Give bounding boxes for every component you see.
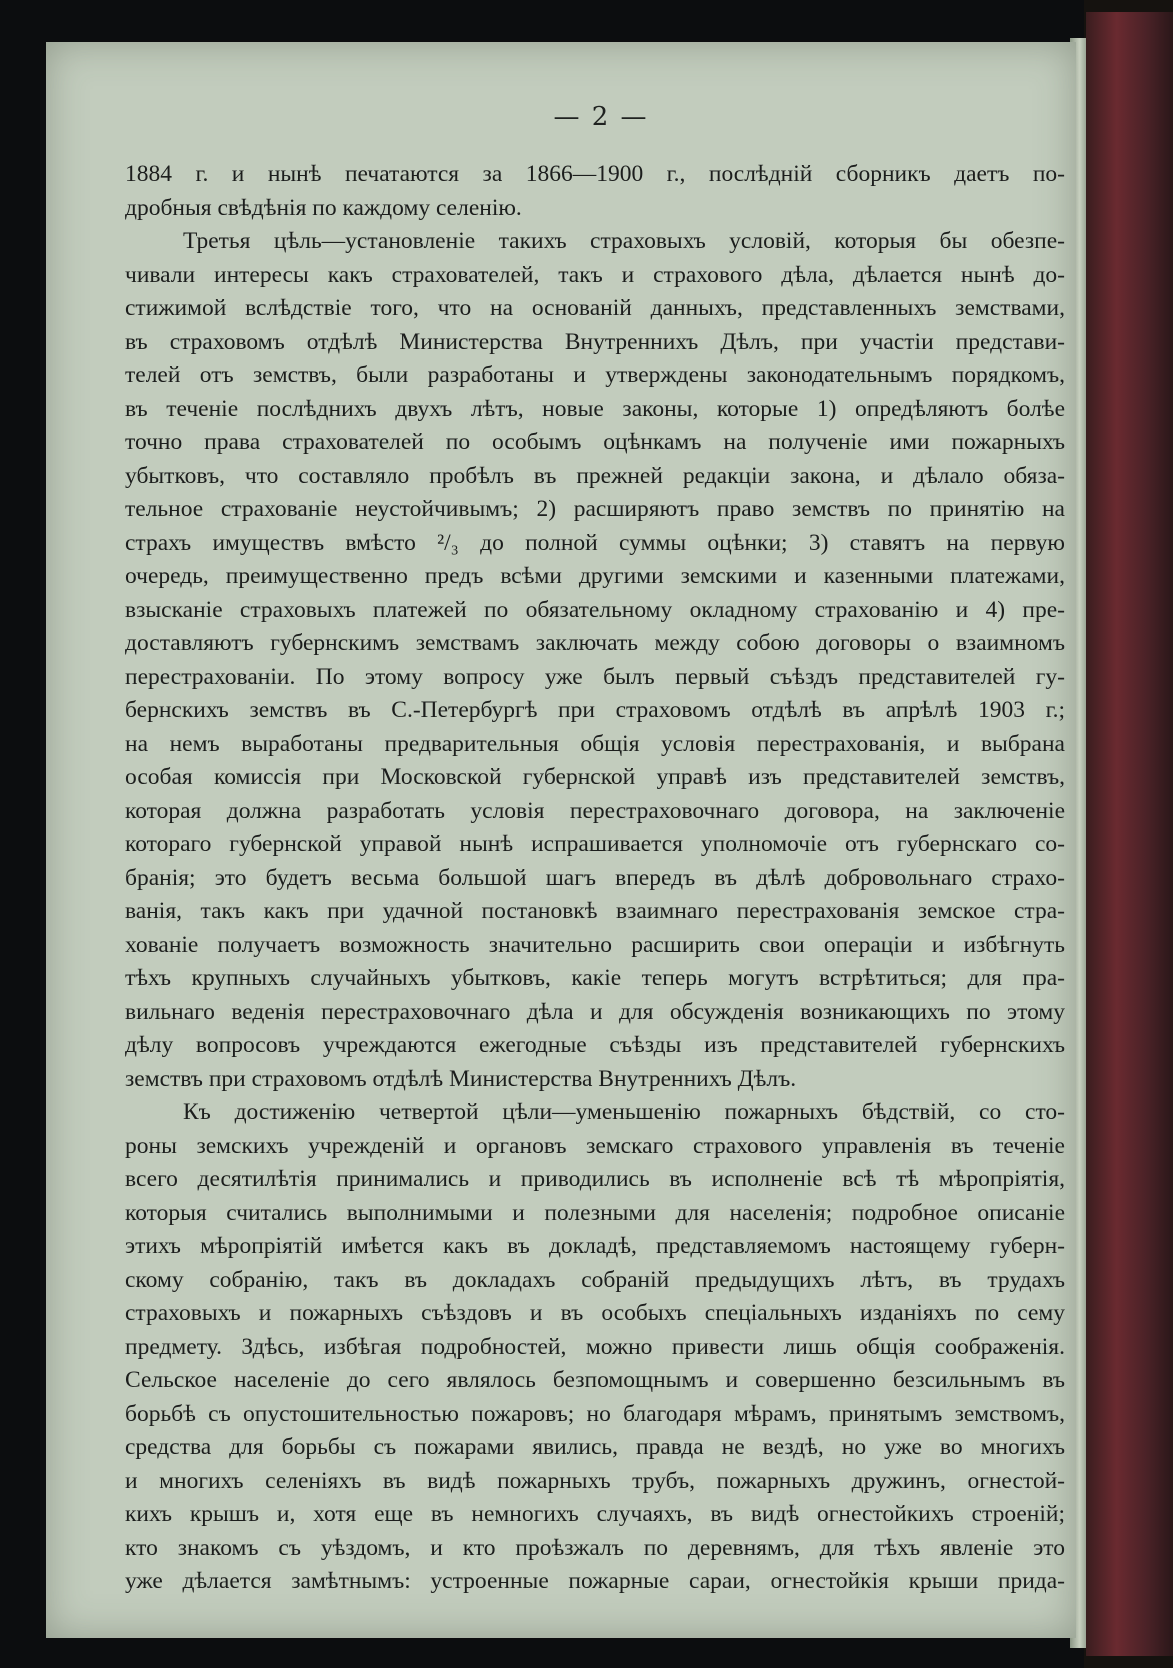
text-line: вильнаго веденія перестраховочнаго дѣла и для обсужденія возникающихъ по этому: [125, 998, 1065, 1025]
text-line: стижимой вслѣдствіе того, что на основаній данныхъ, представленныхъ земствами,: [125, 295, 1065, 321]
text-line: кто знакомъ съ уѣздомъ, и кто проѣзжалъ по деревнямъ, для тѣхъ явленіе это: [125, 1534, 1065, 1561]
text-line: кихъ крышъ и, хотя еще въ немногихъ случаяхъ, въ видѣ огнестойкихъ строеній;: [125, 1501, 1065, 1527]
text-line: убытковъ, что составляло пробѣлъ въ прежней редакціи закона, и дѣлало обяза-: [125, 462, 1065, 489]
text-line: бранія; это будетъ весьма большой шагъ впередъ въ дѣлѣ добровольнаго страхо-: [125, 864, 1065, 891]
text-line: хованіе получаетъ возможность значительно расширить свои операціи и избѣгнуть: [125, 931, 1065, 958]
text-line: и многихъ селеніяхъ въ видѣ пожарныхъ трубъ, пожарныхъ дружинъ, огнестой-: [125, 1467, 1065, 1494]
text-line: борьбѣ съ опустошительностью пожаровъ; но благодаря мѣрамъ, принятымъ земствомъ,: [125, 1400, 1065, 1427]
text-line: доставляютъ губернскимъ земствамъ заключать между собою договоры о взаимномъ: [125, 630, 1065, 656]
text-line: телей отъ земствъ, были разработаны и утверждены законодательнымъ порядкомъ,: [125, 362, 1065, 388]
text-line: роны земскихъ учрежденій и органовъ земскаго страхового управленія въ теченіе: [125, 1132, 1065, 1159]
text-line: котораго губернской управой нынѣ испрашивается уполномочіе отъ губернскаго со-: [125, 831, 1065, 857]
text-line: тельное страхованіе неустойчивымъ; 2) расширяютъ право земствъ по принятію на: [125, 496, 1065, 522]
text-line: на немъ выработаны предварительныя общія условія перестрахованія, и выбрана: [125, 730, 1065, 757]
text-line: ванія, такъ какъ при удачной постановкѣ взаимнаго перестрахованія земское стра-: [125, 898, 1065, 924]
text-line: взысканіе страховыхъ платежей по обязательному окладному страхованію и 4) пре-: [125, 596, 1065, 623]
text-line: очередь, преимущественно предъ всѣми другими земскими и казенными платежами,: [125, 563, 1065, 589]
page-number: — 2 —: [553, 102, 649, 132]
binding-cover-edge: [1086, 12, 1173, 1656]
text-line: 1884 г. и нынѣ печатаются за 1866—1900 г., послѣдній сборникъ даетъ по-: [125, 161, 1065, 187]
text-line: страхъ имуществъ вмѣсто ²/₃ до полной суммы оцѣнки; 3) ставятъ на первую: [125, 529, 1065, 556]
text-line: перестрахованіи. По этому вопросу уже былъ первый съѣздъ представителей гу-: [125, 663, 1065, 690]
text-line: точно права страхователей по особымъ оцѣнкамъ на полученіе ими пожарныхъ: [125, 429, 1065, 455]
text-line: Третья цѣль—установленіе такихъ страховыхъ условій, которыя бы обезпе-: [183, 228, 1065, 254]
text-line: Къ достиженію четвертой цѣли—уменьшенію пожарныхъ бѣдствій, со сто-: [183, 1099, 1065, 1125]
text-line: страховыхъ и пожарныхъ съѣздовъ и въ особыхъ спеціальныхъ изданіяхъ по сему: [125, 1300, 1065, 1326]
text-line: бернскихъ земствъ въ С.-Петербургѣ при страховомъ отдѣлѣ въ апрѣлѣ 1903 г.;: [125, 697, 1065, 723]
text-line: скому собранію, такъ въ докладахъ собраній предыдущихъ лѣтъ, въ трудахъ: [125, 1266, 1065, 1293]
text-line: предмету. Здѣсь, избѣгая подробностей, можно привести лишь общія соображенія.: [125, 1333, 1065, 1360]
text-line: всего десятилѣтія принимались и приводились въ исполненіе всѣ тѣ мѣропріятія,: [125, 1166, 1065, 1192]
text-line: которая должна разработать условія перестраховочнаго договора, на заключеніе: [125, 797, 1065, 824]
text-line: дробныя свѣдѣнія по каждому селенію.: [125, 194, 522, 221]
document-page: [46, 42, 1076, 1638]
text-line: которыя считались выполнимыми и полезными для населенія; подробное описаніе: [125, 1199, 1065, 1226]
text-line: средства для борьбы съ пожарами явились, правда не вездѣ, но уже во многихъ: [125, 1434, 1065, 1460]
text-line: въ страховомъ отдѣлѣ Министерства Внутреннихъ Дѣлъ, при участіи представи-: [125, 328, 1065, 355]
text-line: тѣхъ крупныхъ случайныхъ убытковъ, какіе теперь могутъ встрѣтиться; для пра-: [125, 965, 1065, 991]
text-line: этихъ мѣропріятій имѣется какъ въ докладѣ, представляемомъ настоящему губерн-: [125, 1233, 1065, 1259]
text-line: Сельское населеніе до сего являлось безпомощнымъ и совершенно безсильнымъ въ: [125, 1367, 1065, 1393]
text-line: особая комиссія при Московской губернской управѣ изъ представителей земствъ,: [125, 764, 1065, 790]
paragraph-2: [125, 225, 1065, 1096]
text-line: въ теченіе послѣднихъ двухъ лѣтъ, новые законы, которые 1) опредѣляютъ болѣе: [125, 395, 1065, 422]
paragraph-1: [125, 158, 1065, 225]
text-line: чивали интересы какъ страхователей, такъ и страхового дѣла, дѣлается нынѣ до-: [125, 261, 1065, 288]
text-line: земствъ при страховомъ отдѣлѣ Министерства Внутреннихъ Дѣлъ.: [125, 1065, 797, 1092]
text-line: дѣлу вопросовъ учреждаются ежегодные съѣзды изъ представителей губернскихъ: [125, 1032, 1065, 1058]
paragraph-3: [125, 1096, 1065, 1599]
body-text: [125, 158, 1065, 1599]
text-line: уже дѣлается замѣтнымъ: устроенные пожарные сараи, огнестойкія крыши прида-: [125, 1568, 1065, 1594]
